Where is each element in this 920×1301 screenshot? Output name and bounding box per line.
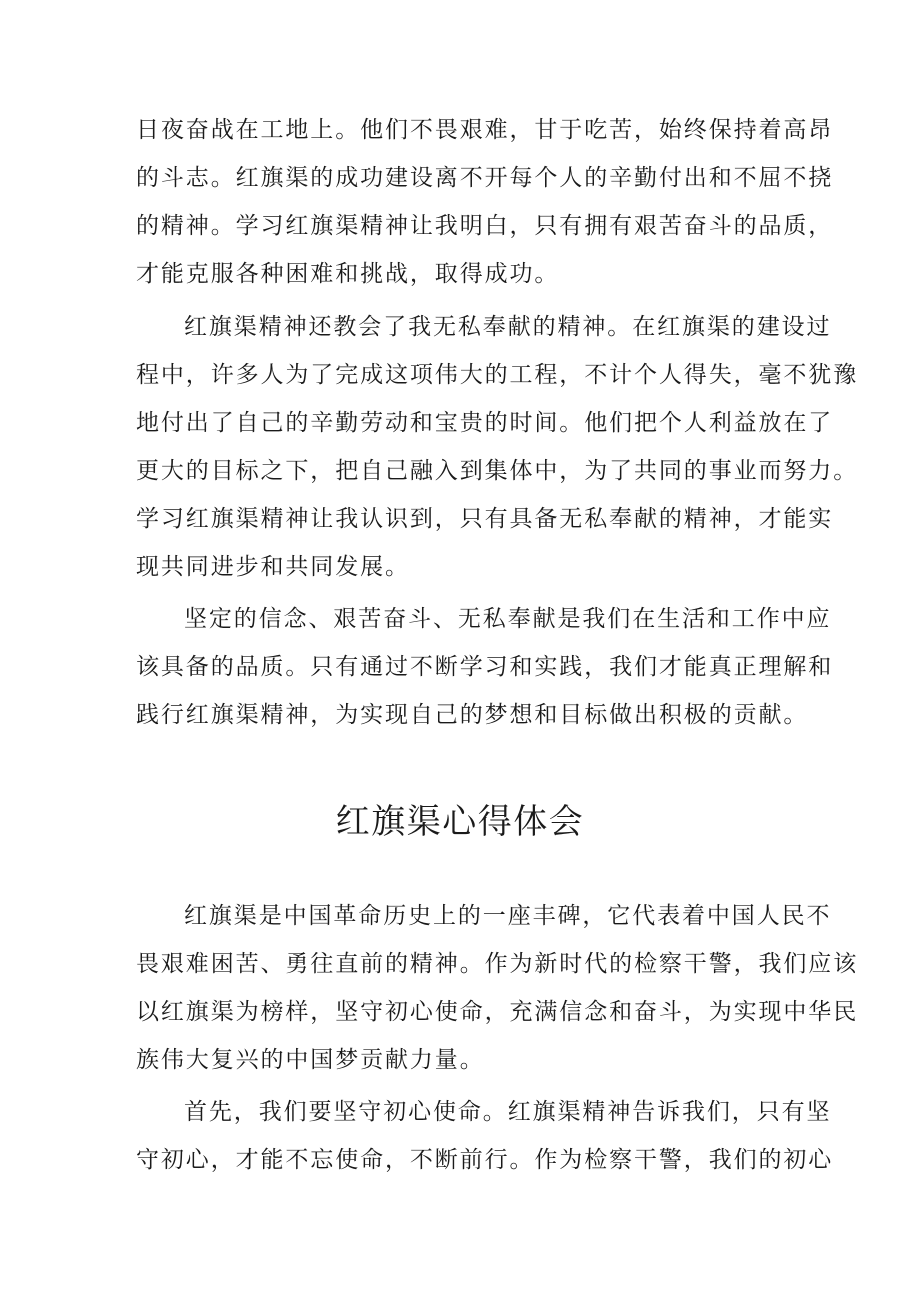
paragraph-line: 守初心，才能不忘使命，不断前行。作为检察干警，我们的初心 xyxy=(136,1147,834,1173)
paragraph-line: 红旗渠精神还教会了我无私奉献的精神。在红旗渠的建设过 xyxy=(184,314,832,340)
section-title: 红旗渠心得体会 xyxy=(335,802,585,842)
paragraph-line: 践行红旗渠精神，为实现自己的梦想和目标做出积极的贡献。 xyxy=(136,702,809,728)
paragraph-line: 地付出了自己的辛勤劳动和宝贵的时间。他们把个人利益放在了 xyxy=(136,410,834,436)
paragraph-line: 现共同进步和共同发展。 xyxy=(136,554,410,580)
paragraph-line: 族伟大复兴的中国梦贡献力量。 xyxy=(136,1047,485,1073)
paragraph-line: 学习红旗渠精神让我认识到，只有具备无私奉献的精神，才能实 xyxy=(136,506,834,532)
paragraph-line: 红旗渠是中国革命历史上的一座丰碑，它代表着中国人民不 xyxy=(184,903,832,929)
paragraph-line: 畏艰难困苦、勇往直前的精神。作为新时代的检察干警，我们应该 xyxy=(136,951,859,977)
paragraph-line: 的斗志。红旗渠的成功建设离不开每个人的辛勤付出和不屈不挠 xyxy=(136,165,834,191)
paragraph-line: 首先，我们要坚守初心使命。红旗渠精神告诉我们，只有坚 xyxy=(184,1099,832,1125)
paragraph-line: 程中，许多人为了完成这项伟大的工程，不计个人得失，毫不犹豫 xyxy=(136,362,859,388)
paragraph-line: 才能克服各种困难和挑战，取得成功。 xyxy=(136,261,560,287)
paragraph-line: 以红旗渠为榜样，坚守初心使命，充满信念和奋斗，为实现中华民 xyxy=(136,999,859,1025)
paragraph-line: 更大的目标之下，把自己融入到集体中，为了共同的事业而努力。 xyxy=(136,458,859,484)
paragraph-line: 该具备的品质。只有通过不断学习和实践，我们才能真正理解和 xyxy=(136,654,834,680)
paragraph-line: 日夜奋战在工地上。他们不畏艰难，甘于吃苦，始终保持着高昂 xyxy=(136,117,834,143)
paragraph-line: 的精神。学习红旗渠精神让我明白，只有拥有艰苦奋斗的品质， xyxy=(136,213,834,239)
paragraph-line: 坚定的信念、艰苦奋斗、无私奉献是我们在生活和工作中应 xyxy=(184,606,832,632)
